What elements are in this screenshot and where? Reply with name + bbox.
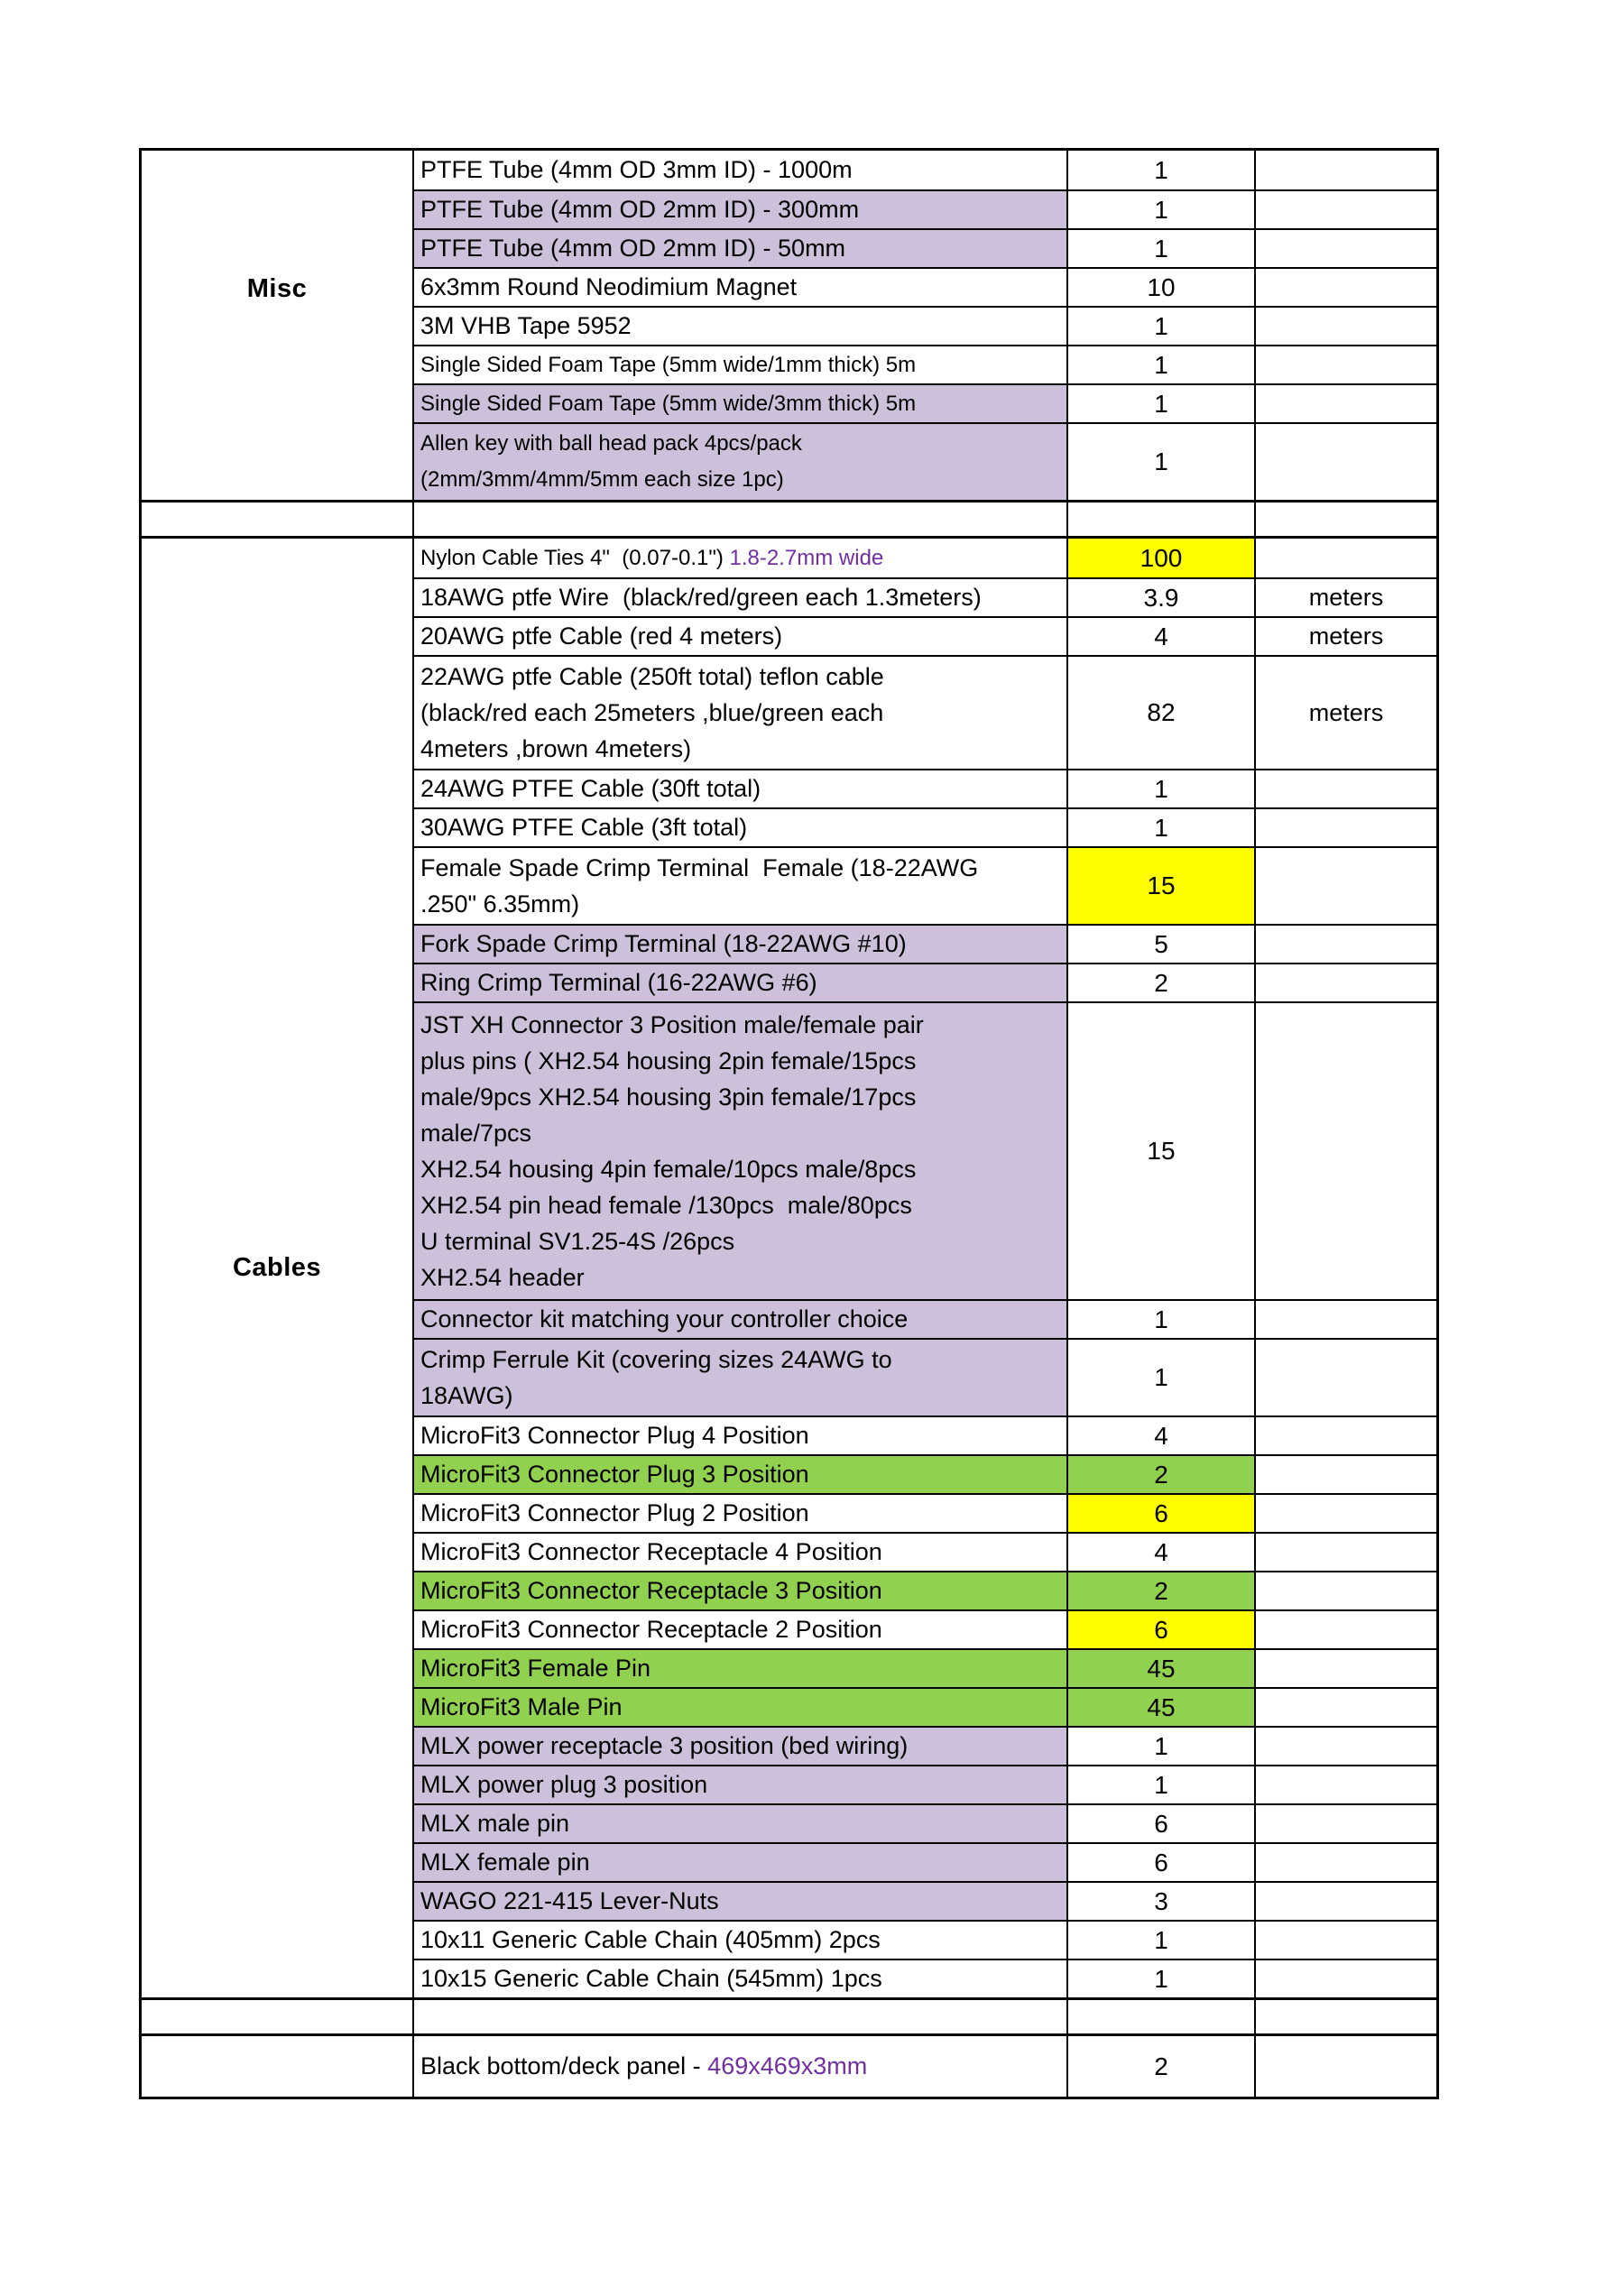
item-qty-cell: 2: [1068, 1571, 1256, 1609]
item-description: MLX female pin: [420, 1849, 590, 1876]
item-desc-cell: [414, 963, 1068, 1001]
item-desc-cell: [414, 422, 1068, 500]
section-label-cell: [142, 151, 414, 500]
item-qty-cell: 1: [1068, 807, 1256, 846]
item-description: PTFE Tube (4mm OD 3mm ID) - 1000m: [420, 156, 853, 183]
item-desc-cell: [414, 539, 1068, 577]
item-description: Nylon Cable Ties 4" (0.07-0.1") 1.8-2.7mm wide: [420, 545, 884, 570]
item-qty-cell: 4: [1068, 1532, 1256, 1571]
item-qty-cell: 6: [1068, 1842, 1256, 1881]
item-desc-cell: [414, 1842, 1068, 1881]
item-desc-cell: [414, 616, 1068, 655]
item-qty-cell: 15: [1068, 846, 1256, 924]
item-qty-cell: 45: [1068, 1687, 1256, 1726]
item-unit-cell: [1256, 963, 1436, 1001]
item-desc-cell: [414, 1532, 1068, 1571]
item-unit-cell: [1256, 1571, 1436, 1609]
item-desc-cell: [414, 577, 1068, 616]
item-desc-cell: [414, 1959, 1068, 1997]
item-description: 3M VHB Tape 5952: [420, 312, 632, 339]
item-qty-cell: 10: [1068, 267, 1256, 306]
item-unit-cell: [1256, 1648, 1436, 1687]
item-desc-cell: [414, 267, 1068, 306]
item-description: Allen key with ball head pack 4pcs/pack (2mm/3mm/4mm/5mm each size 1pc): [420, 431, 802, 492]
item-desc-cell: [414, 769, 1068, 807]
item-unit-cell: [1256, 383, 1436, 422]
item-unit-cell: [1256, 189, 1436, 228]
item-description: 30AWG PTFE Cable (3ft total): [420, 814, 748, 841]
item-desc-cell: [414, 1920, 1068, 1959]
item-unit-cell: [1256, 1959, 1436, 1997]
item-qty-cell: 1: [1068, 1299, 1256, 1338]
spacer-cell: [414, 2000, 1068, 2033]
item-qty-cell: 2: [1068, 963, 1256, 1001]
item-qty-cell: 6: [1068, 1803, 1256, 1842]
item-desc-cell: [414, 1609, 1068, 1648]
item-unit-cell: [1256, 1920, 1436, 1959]
item-description: Single Sided Foam Tape (5mm wide/1mm thick) 5m: [420, 352, 917, 377]
item-qty-cell: 5: [1068, 924, 1256, 963]
spacer-cell: [414, 503, 1068, 536]
item-unit-cell: [1256, 228, 1436, 267]
item-desc-cell: [414, 1571, 1068, 1609]
item-unit-cell: meters: [1256, 655, 1436, 769]
item-unit-cell: [1256, 924, 1436, 963]
item-description: MLX male pin: [420, 1810, 570, 1837]
item-qty-cell: 3: [1068, 1881, 1256, 1920]
item-qty-cell: 1: [1068, 1959, 1256, 1997]
item-desc-cell: [414, 345, 1068, 383]
item-description: JST XH Connector 3 Position male/female pair plus pins ( XH2.54 housing 2pin female/15pcs male/9pcs XH2.54 housing 3pin female/17pcs male/7pcs XH2.54 housing 4pin female/10pcs male/8pcs XH2.54 pin head female /130pcs male/80pcs U terminal SV1.25-4S /26pcs XH2.54 header: [420, 1011, 924, 1291]
item-unit-cell: [1256, 1493, 1436, 1532]
spacer-cell: [1256, 503, 1436, 536]
item-qty-cell: 82: [1068, 655, 1256, 769]
item-desc-cell: [414, 383, 1068, 422]
item-unit-cell: [1256, 1454, 1436, 1493]
item-qty-cell: 1: [1068, 189, 1256, 228]
item-desc-cell: [414, 1338, 1068, 1415]
item-description: PTFE Tube (4mm OD 2mm ID) - 50mm: [420, 235, 846, 262]
item-desc-cell: [414, 1454, 1068, 1493]
item-description: MicroFit3 Connector Plug 4 Position: [420, 1422, 809, 1449]
item-desc-cell: [414, 1803, 1068, 1842]
item-desc-cell: [414, 1001, 1068, 1299]
item-unit-cell: [1256, 1687, 1436, 1726]
item-desc-cell: [414, 1881, 1068, 1920]
item-unit-cell: [1256, 846, 1436, 924]
item-desc-cell: [414, 228, 1068, 267]
item-qty-cell: 6: [1068, 1609, 1256, 1648]
spacer-cell: [142, 2000, 414, 2033]
item-description: 24AWG PTFE Cable (30ft total): [420, 775, 761, 802]
item-desc-cell: [414, 807, 1068, 846]
item-unit-cell: [1256, 422, 1436, 500]
item-description: Single Sided Foam Tape (5mm wide/3mm thick) 5m: [420, 391, 917, 416]
item-qty-cell: 1: [1068, 1726, 1256, 1765]
item-unit-cell: [1256, 1415, 1436, 1454]
item-unit-cell: [1256, 1532, 1436, 1571]
item-description: MicroFit3 Connector Plug 3 Position: [420, 1461, 809, 1488]
item-description: MLX power plug 3 position: [420, 1771, 708, 1798]
item-description: Female Spade Crimp Terminal Female (18-22AWG .250" 6.35mm): [420, 854, 979, 917]
item-description: 18AWG ptfe Wire (black/red/green each 1.3meters): [420, 584, 982, 611]
item-desc-cell: [414, 846, 1068, 924]
item-unit-cell: [1256, 1726, 1436, 1765]
item-qty-cell: 6: [1068, 1493, 1256, 1532]
item-qty-cell: 1: [1068, 306, 1256, 345]
item-qty-cell: 1: [1068, 345, 1256, 383]
item-qty-cell: 15: [1068, 1001, 1256, 1299]
item-qty-cell: 4: [1068, 1415, 1256, 1454]
item-desc-cell: [414, 1415, 1068, 1454]
item-unit-cell: meters: [1256, 616, 1436, 655]
item-qty-cell: 1: [1068, 1765, 1256, 1803]
item-unit-cell: [1256, 1609, 1436, 1648]
item-desc-cell: [414, 151, 1068, 189]
item-desc-cell: [414, 2036, 1068, 2097]
item-desc-cell: [414, 1299, 1068, 1338]
section-spacer-row: [142, 1997, 1436, 2036]
section-spacer-row: [142, 500, 1436, 539]
section-panel: [142, 2036, 1436, 2097]
spacer-cell: [142, 503, 414, 536]
item-unit-cell: [1256, 2036, 1436, 2097]
item-description: Crimp Ferrule Kit (covering sizes 24AWG to 18AWG): [420, 1346, 892, 1409]
item-description: 20AWG ptfe Cable (red 4 meters): [420, 622, 783, 650]
item-qty-cell: 3.9: [1068, 577, 1256, 616]
item-unit-cell: [1256, 539, 1436, 577]
item-desc-cell: [414, 306, 1068, 345]
item-description: MLX power receptacle 3 position (bed wiring): [420, 1732, 909, 1759]
spacer-cell: [1068, 503, 1256, 536]
item-unit-cell: [1256, 807, 1436, 846]
item-qty-cell: 1: [1068, 422, 1256, 500]
item-description: MicroFit3 Male Pin: [420, 1693, 623, 1720]
item-description: PTFE Tube (4mm OD 2mm ID) - 300mm: [420, 196, 860, 223]
item-desc-cell: [414, 1765, 1068, 1803]
spacer-cell: [1256, 2000, 1436, 2033]
item-desc-cell: [414, 1726, 1068, 1765]
item-qty-cell: 1: [1068, 383, 1256, 422]
section-label: Cables: [232, 1253, 322, 1282]
item-desc-cell: [414, 1493, 1068, 1532]
item-description: 10x11 Generic Cable Chain (405mm) 2pcs: [420, 1926, 881, 1953]
item-qty-cell: 1: [1068, 1338, 1256, 1415]
item-desc-cell: [414, 189, 1068, 228]
item-desc-cell: [414, 1687, 1068, 1726]
section-label-cell: [142, 539, 414, 1997]
item-description: MicroFit3 Connector Plug 2 Position: [420, 1499, 809, 1526]
item-description: 6x3mm Round Neodimium Magnet: [420, 273, 798, 300]
item-description: 22AWG ptfe Cable (250ft total) teflon cable (black/red each 25meters ,blue/green each 4meters ,brown 4meters): [420, 663, 884, 762]
item-qty-cell: 1: [1068, 769, 1256, 807]
item-description: Connector kit matching your controller choice: [420, 1305, 909, 1332]
item-unit-cell: [1256, 1299, 1436, 1338]
item-desc-cell: [414, 924, 1068, 963]
item-unit-cell: [1256, 1803, 1436, 1842]
item-unit-cell: [1256, 1765, 1436, 1803]
item-description: 10x15 Generic Cable Chain (545mm) 1pcs: [420, 1965, 882, 1992]
item-unit-cell: [1256, 1881, 1436, 1920]
item-desc-cell: [414, 655, 1068, 769]
item-description: WAGO 221-415 Lever-Nuts: [420, 1887, 719, 1914]
item-desc-cell: [414, 1648, 1068, 1687]
item-description: MicroFit3 Connector Receptacle 2 Position: [420, 1616, 882, 1643]
item-qty-cell: 4: [1068, 616, 1256, 655]
item-description: MicroFit3 Female Pin: [420, 1655, 651, 1682]
bom-table: [139, 148, 1439, 2099]
section-cables: [142, 539, 1436, 1997]
section-misc: [142, 151, 1436, 500]
item-unit-cell: [1256, 1001, 1436, 1299]
item-unit-cell: meters: [1256, 577, 1436, 616]
item-unit-cell: [1256, 345, 1436, 383]
item-description: MicroFit3 Connector Receptacle 3 Position: [420, 1577, 882, 1604]
item-qty-cell: 2: [1068, 2036, 1256, 2097]
item-qty-cell: 1: [1068, 228, 1256, 267]
item-unit-cell: [1256, 151, 1436, 189]
section-label-cell: [142, 2036, 414, 2097]
item-qty-cell: 1: [1068, 1920, 1256, 1959]
item-qty-cell: 1: [1068, 151, 1256, 189]
item-unit-cell: [1256, 1338, 1436, 1415]
item-qty-cell: 100: [1068, 539, 1256, 577]
item-description: Black bottom/deck panel - 469x469x3mm: [420, 2052, 868, 2079]
item-unit-cell: [1256, 1842, 1436, 1881]
item-description: Ring Crimp Terminal (16-22AWG #6): [420, 969, 817, 996]
spacer-cell: [1068, 2000, 1256, 2033]
item-unit-cell: [1256, 306, 1436, 345]
item-unit-cell: [1256, 769, 1436, 807]
item-description: Fork Spade Crimp Terminal (18-22AWG #10): [420, 930, 907, 957]
section-label: Misc: [246, 274, 308, 303]
item-unit-cell: [1256, 267, 1436, 306]
item-qty-cell: 45: [1068, 1648, 1256, 1687]
item-description: MicroFit3 Connector Receptacle 4 Position: [420, 1538, 882, 1565]
item-qty-cell: 2: [1068, 1454, 1256, 1493]
